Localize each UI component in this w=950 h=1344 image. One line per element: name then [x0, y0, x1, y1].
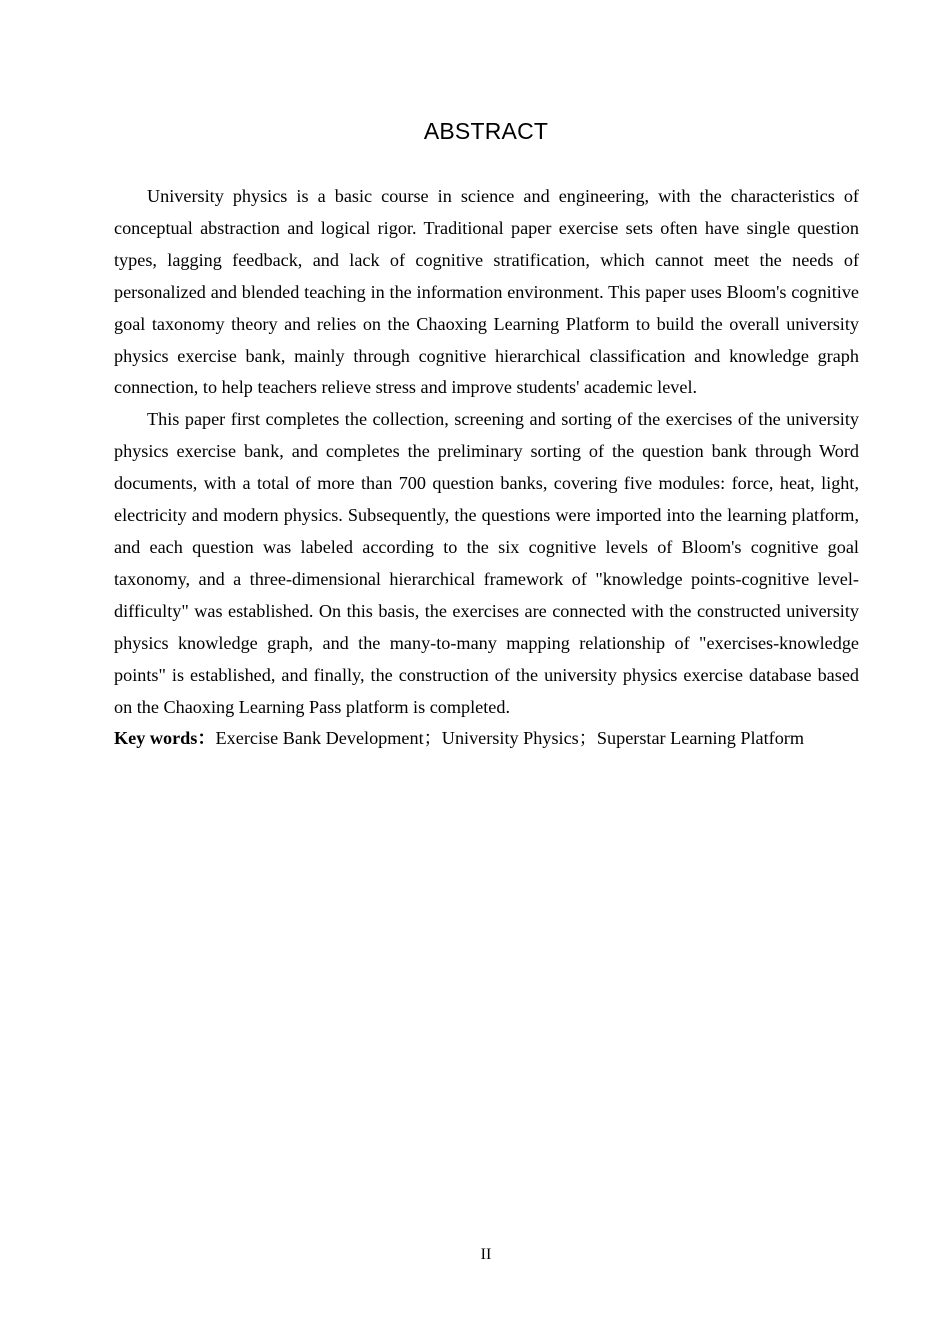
- page-number: II: [480, 1246, 492, 1263]
- keywords-line: [114, 723, 859, 755]
- keywords-label: Key words：: [114, 728, 216, 749]
- abstract-paragraph-1: University physics is a basic course in science and engineering, with the characteristics of conceptual abstraction and logical rigor. Traditional paper exercise sets often have single question types, lagging feedback, and lack of cognitive stratification, which cannot meet the needs of personalized and blended teaching in the information environment. This paper uses Bloom's cognitive goal taxonomy theory and relies on the Chaoxing Learning Platform to build the overall university physics exercise bank, mainly through cognitive hierarchical classification and knowledge graph connection, to help teachers relieve stress and improve students' academic level.: [114, 186, 859, 398]
- abstract-paragraph-2: This paper first completes the collection, screening and sorting of the exercises of the university physics exercise bank, and completes the preliminary sorting of the question bank through Word documents, with a total of more than 700 question banks, covering five modules: force, heat, light, electricity and modern physics. Subsequently, the questions were imported into the learning platform, and each question was labeled according to the six cognitive levels of Bloom's cognitive goal taxonomy, and a three-dimensional hierarchical framework of "knowledge points-cognitive level-difficulty" was established. On this basis, the exercises are connected with the constructed university physics knowledge graph, and the many-to-many mapping relationship of "exercises-knowledge points" is established, and finally, the construction of the university physics exercise database based on the Chaoxing Learning Pass platform is completed.: [114, 409, 859, 717]
- abstract-heading: ABSTRACT: [423, 118, 549, 144]
- keywords-text: Exercise Bank Development；University Physics；Superstar Learning Platform: [215, 728, 804, 749]
- abstract-body: [114, 181, 859, 755]
